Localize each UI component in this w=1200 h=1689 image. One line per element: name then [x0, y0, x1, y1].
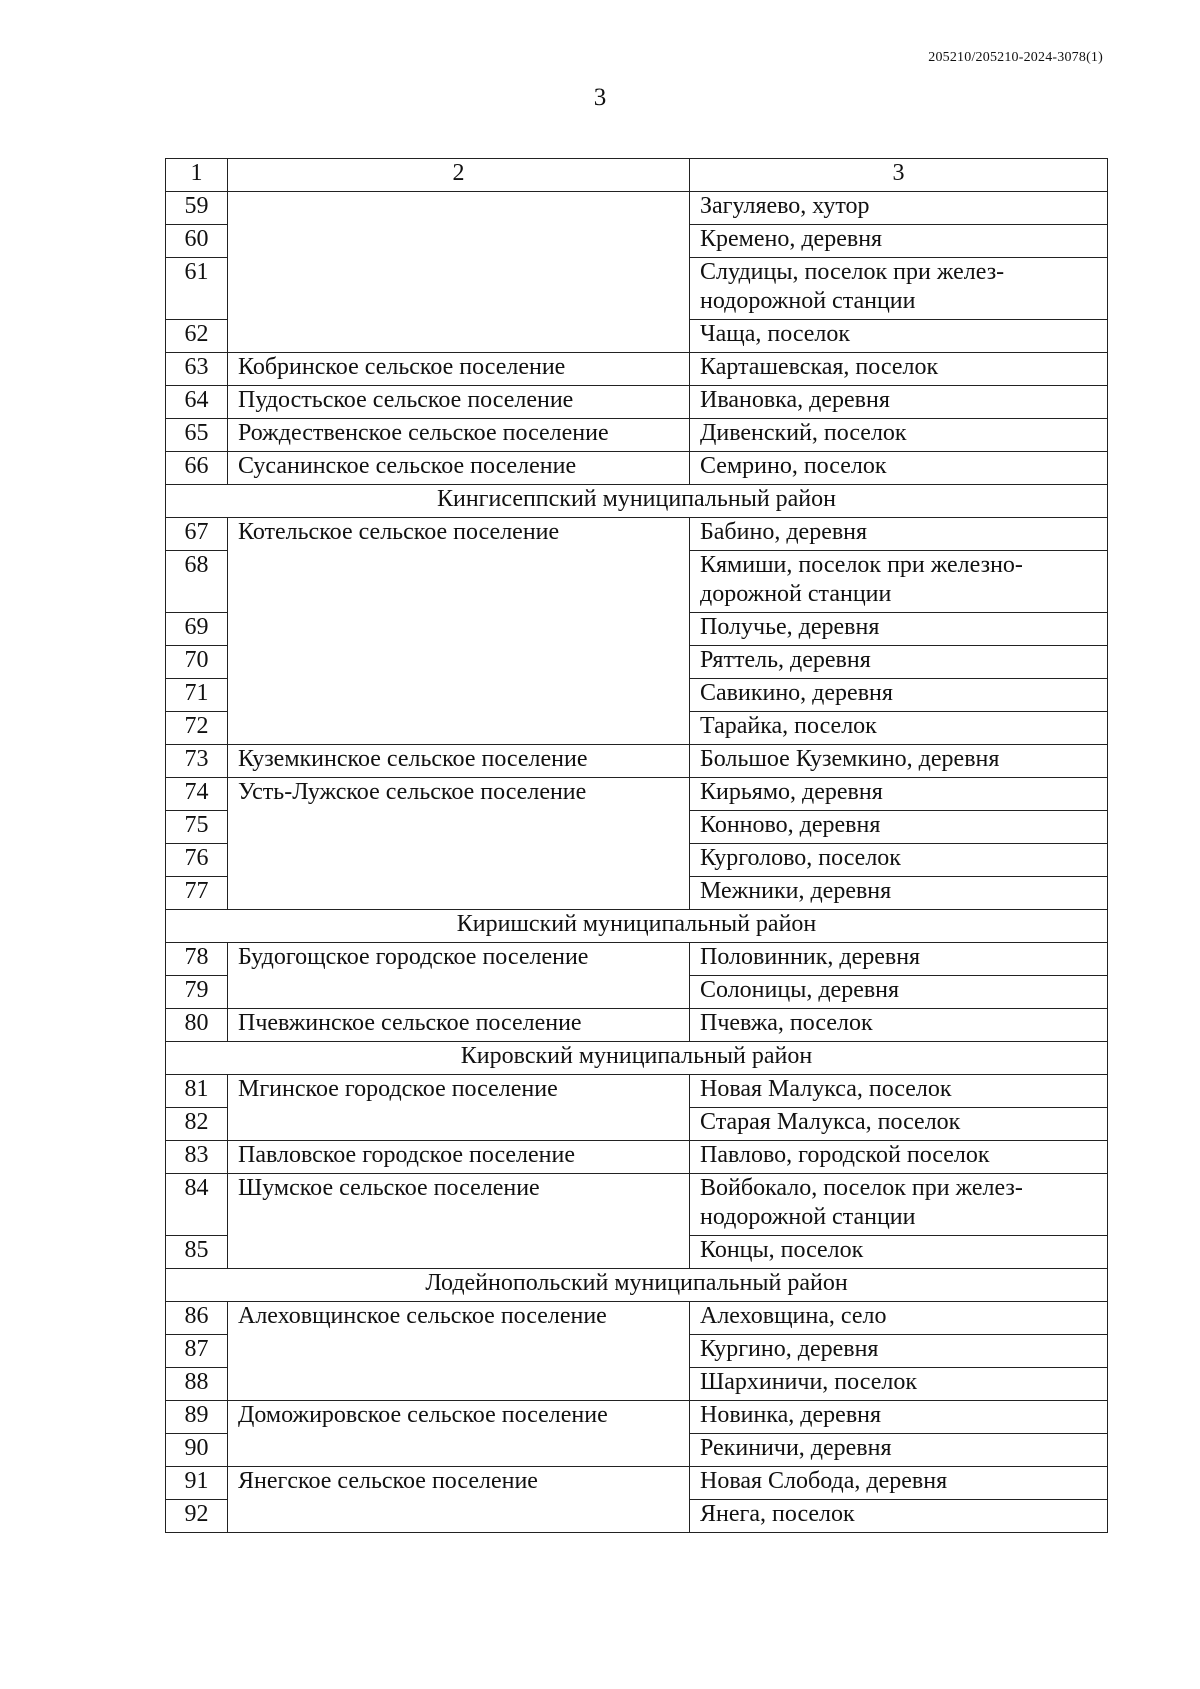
row-number: 76 — [166, 844, 228, 877]
settlement-name: Рождественское сельское поселение — [228, 419, 690, 452]
district-name: Кировский муниципальный район — [166, 1042, 1108, 1075]
column-header-1: 1 — [166, 159, 228, 192]
row-number: 64 — [166, 386, 228, 419]
document-code: 205210/205210-2024-3078(1) — [928, 50, 1103, 65]
settlement-name: Шумское сельское поселение — [228, 1174, 690, 1269]
place-name: Дивенский, поселок — [690, 419, 1108, 452]
settlement-name: Котельское сельское поселение — [228, 518, 690, 745]
district-row — [166, 485, 1108, 518]
place-name: Новая Малукса, поселок — [690, 1075, 1108, 1108]
table-row — [166, 778, 1108, 811]
table-row — [166, 1075, 1108, 1108]
place-name: Получье, деревня — [690, 613, 1108, 646]
place-name: Алеховщина, село — [690, 1302, 1108, 1335]
page-number: 3 — [593, 84, 607, 111]
row-number: 73 — [166, 745, 228, 778]
settlements-table — [165, 158, 1108, 1533]
place-name: Войбокало, поселок при желез-нодорожной станции — [690, 1174, 1108, 1236]
settlement-name: Доможировское сельское поселение — [228, 1401, 690, 1467]
place-name: Курголово, поселок — [690, 844, 1108, 877]
row-number: 88 — [166, 1368, 228, 1401]
place-name: Савикино, деревня — [690, 679, 1108, 712]
place-name: Конново, деревня — [690, 811, 1108, 844]
place-name: Шархиничи, поселок — [690, 1368, 1108, 1401]
place-name: Карташевская, поселок — [690, 353, 1108, 386]
row-number: 68 — [166, 551, 228, 613]
district-name: Лодейнопольский муниципальный район — [166, 1269, 1108, 1302]
settlement-name: Янегское сельское поселение — [228, 1467, 690, 1533]
place-name: Кирьямо, деревня — [690, 778, 1108, 811]
table-row — [166, 1467, 1108, 1500]
place-name: Семрино, поселок — [690, 452, 1108, 485]
settlement-name: Будогощское городское поселение — [228, 943, 690, 1009]
place-name: Рекиничи, деревня — [690, 1434, 1108, 1467]
row-number: 72 — [166, 712, 228, 745]
place-name: Слудицы, поселок при желез-нодорожной станции — [690, 258, 1108, 320]
place-name: Пчевжа, поселок — [690, 1009, 1108, 1042]
district-name: Киришский муниципальный район — [166, 910, 1108, 943]
row-number: 71 — [166, 679, 228, 712]
table-header-row — [166, 159, 1108, 192]
row-number: 82 — [166, 1108, 228, 1141]
row-number: 62 — [166, 320, 228, 353]
row-number: 86 — [166, 1302, 228, 1335]
district-row — [166, 1269, 1108, 1302]
district-row — [166, 1042, 1108, 1075]
place-name: Межники, деревня — [690, 877, 1108, 910]
row-number: 69 — [166, 613, 228, 646]
table-row — [166, 1141, 1108, 1174]
place-name: Чаща, поселок — [690, 320, 1108, 353]
district-row — [166, 910, 1108, 943]
row-number: 61 — [166, 258, 228, 320]
place-name: Кремено, деревня — [690, 225, 1108, 258]
table-row — [166, 943, 1108, 976]
row-number: 78 — [166, 943, 228, 976]
settlement-name — [228, 192, 690, 353]
row-number: 85 — [166, 1236, 228, 1269]
row-number: 66 — [166, 452, 228, 485]
place-name: Тарайка, поселок — [690, 712, 1108, 745]
row-number: 92 — [166, 1500, 228, 1533]
row-number: 65 — [166, 419, 228, 452]
row-number: 60 — [166, 225, 228, 258]
place-name: Концы, поселок — [690, 1236, 1108, 1269]
settlement-name: Усть-Лужское сельское поселение — [228, 778, 690, 910]
row-number: 81 — [166, 1075, 228, 1108]
table-row — [166, 192, 1108, 225]
row-number: 90 — [166, 1434, 228, 1467]
place-name: Кямиши, поселок при железно-дорожной станции — [690, 551, 1108, 613]
place-name: Новая Слобода, деревня — [690, 1467, 1108, 1500]
place-name: Большое Куземкино, деревня — [690, 745, 1108, 778]
place-name: Бабино, деревня — [690, 518, 1108, 551]
settlement-name: Сусанинское сельское поселение — [228, 452, 690, 485]
table-row — [166, 452, 1108, 485]
settlement-name: Пчевжинское сельское поселение — [228, 1009, 690, 1042]
row-number: 83 — [166, 1141, 228, 1174]
table-body — [166, 159, 1108, 1533]
place-name: Загуляево, хутор — [690, 192, 1108, 225]
table-row — [166, 1302, 1108, 1335]
table-row — [166, 1174, 1108, 1236]
row-number: 80 — [166, 1009, 228, 1042]
row-number: 79 — [166, 976, 228, 1009]
table-row — [166, 353, 1108, 386]
table-row — [166, 1401, 1108, 1434]
settlement-name: Кобринское сельское поселение — [228, 353, 690, 386]
table-row — [166, 1009, 1108, 1042]
district-name: Кингисеппский муниципальный район — [166, 485, 1108, 518]
row-number: 75 — [166, 811, 228, 844]
row-number: 91 — [166, 1467, 228, 1500]
settlement-name: Мгинское городское поселение — [228, 1075, 690, 1141]
settlement-name: Пудостьское сельское поселение — [228, 386, 690, 419]
place-name: Ряттель, деревня — [690, 646, 1108, 679]
row-number: 84 — [166, 1174, 228, 1236]
place-name: Кургино, деревня — [690, 1335, 1108, 1368]
row-number: 67 — [166, 518, 228, 551]
table-row — [166, 386, 1108, 419]
place-name: Солоницы, деревня — [690, 976, 1108, 1009]
row-number: 89 — [166, 1401, 228, 1434]
place-name: Янега, поселок — [690, 1500, 1108, 1533]
column-header-3: 3 — [690, 159, 1108, 192]
row-number: 63 — [166, 353, 228, 386]
place-name: Старая Малукса, поселок — [690, 1108, 1108, 1141]
settlement-name: Павловское городское поселение — [228, 1141, 690, 1174]
row-number: 74 — [166, 778, 228, 811]
table-row — [166, 419, 1108, 452]
row-number: 59 — [166, 192, 228, 225]
row-number: 70 — [166, 646, 228, 679]
column-header-2: 2 — [228, 159, 690, 192]
table-row — [166, 518, 1108, 551]
place-name: Павлово, городской поселок — [690, 1141, 1108, 1174]
table-row — [166, 745, 1108, 778]
place-name: Ивановка, деревня — [690, 386, 1108, 419]
row-number: 87 — [166, 1335, 228, 1368]
settlement-name: Алеховщинское сельское поселение — [228, 1302, 690, 1401]
row-number: 77 — [166, 877, 228, 910]
place-name: Новинка, деревня — [690, 1401, 1108, 1434]
place-name: Половинник, деревня — [690, 943, 1108, 976]
settlement-name: Куземкинское сельское поселение — [228, 745, 690, 778]
